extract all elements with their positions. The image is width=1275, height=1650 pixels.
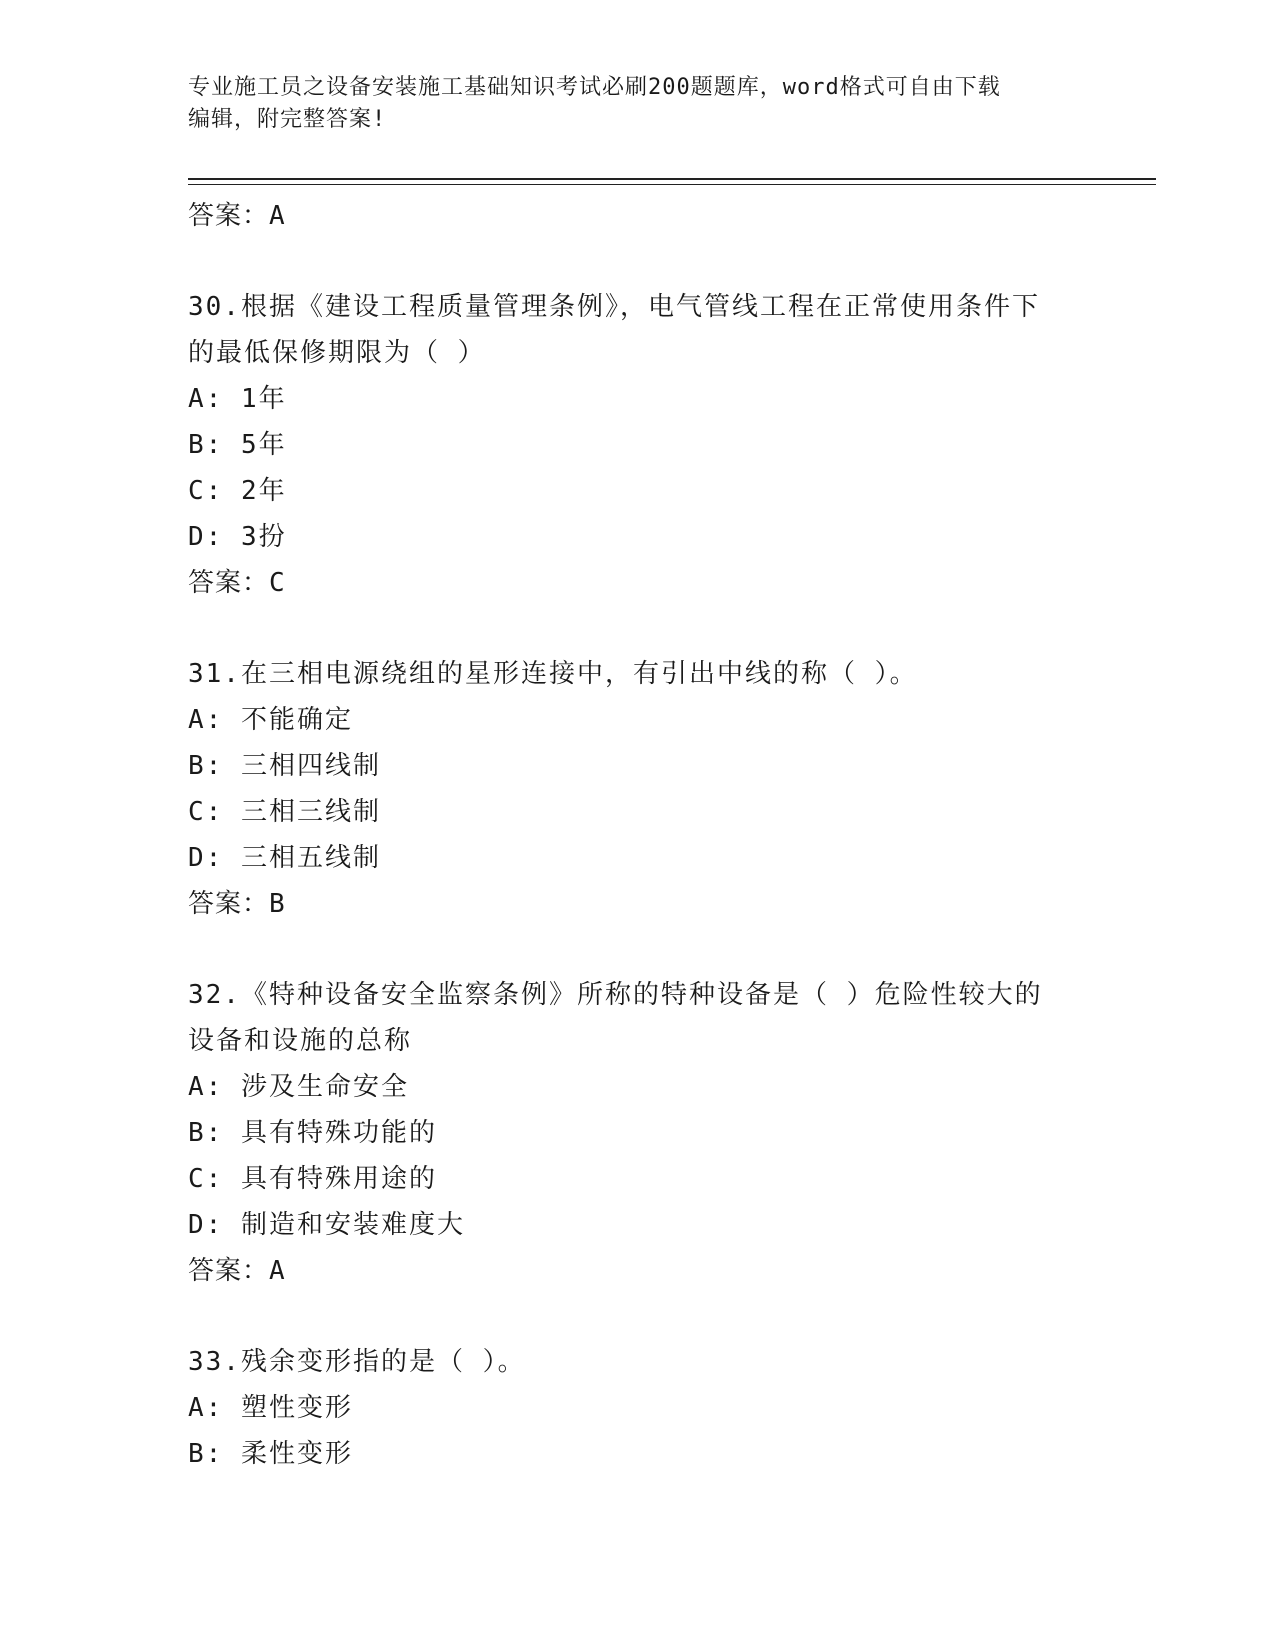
option-c: C: 2年 [188, 476, 287, 506]
option-d: D: 三相五线制 [188, 843, 381, 873]
header-line-1: 专业施工员之设备安装施工基础知识考试必刷200题题库，word格式可自由下载 [188, 75, 1001, 100]
option-b: B: 三相四线制 [188, 751, 381, 781]
option-a: A: 1年 [188, 384, 287, 414]
question-block [188, 284, 1088, 606]
question-stem: 31.在三相电源绕组的星形连接中，有引出中线的称（ ）。 [188, 659, 918, 689]
header-rule-thin [188, 184, 1156, 185]
answer-label: 答案： [188, 201, 270, 231]
answer-line [188, 1248, 1088, 1294]
question-list [188, 193, 1088, 1477]
header-line-2: 编辑，附完整答案! [188, 107, 387, 132]
answer-line [188, 881, 1088, 927]
option-b: B: 5年 [188, 430, 287, 460]
option-b: B: 具有特殊功能的 [188, 1118, 437, 1148]
question-block [188, 1339, 1088, 1477]
option-a: A: 涉及生命安全 [188, 1072, 409, 1102]
option-a: A: 不能确定 [188, 705, 353, 735]
question-stem: 33.残余变形指的是（ ）。 [188, 1347, 526, 1377]
answer-key: A [269, 201, 286, 231]
option-a: A: 塑性变形 [188, 1393, 353, 1423]
answer-key: C [269, 568, 286, 598]
answer-key: B [269, 889, 286, 919]
header-rule-thick [188, 178, 1156, 180]
option-b: B: 柔性变形 [188, 1439, 353, 1469]
option-c: C: 具有特殊用途的 [188, 1164, 437, 1194]
question-block [188, 651, 1088, 927]
option-c: C: 三相三线制 [188, 797, 381, 827]
answer-line [188, 560, 1088, 606]
question-block [188, 972, 1088, 1294]
question-stem: 的最低保修期限为（ ） [188, 338, 486, 368]
answer-key: A [269, 1256, 286, 1286]
option-d: D: 制造和安装难度大 [188, 1210, 465, 1240]
answer-label: 答案： [188, 889, 270, 919]
option-d: D: 3扮 [188, 522, 287, 552]
question-stem: 30.根据《建设工程质量管理条例》，电气管线工程在正常使用条件下 [188, 292, 1040, 322]
answer-label: 答案： [188, 568, 270, 598]
question-stem: 32.《特种设备安全监察条例》所称的特种设备是（ ）危险性较大的 [188, 980, 1043, 1010]
question-stem: 设备和设施的总称 [188, 1026, 413, 1056]
answer-line [188, 193, 1088, 239]
answer-label: 答案： [188, 1256, 270, 1286]
document-header [188, 72, 1088, 136]
